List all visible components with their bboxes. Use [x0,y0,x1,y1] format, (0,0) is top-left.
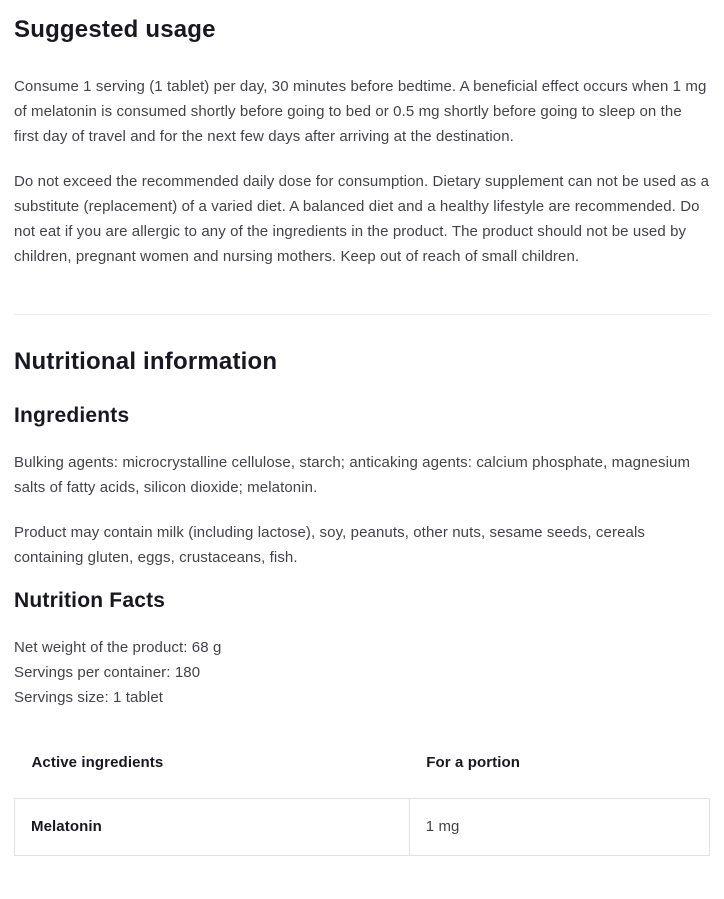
ingredients-paragraph-1: Bulking agents: microcrystalline cellulose, starch; anticaking agents: calcium phosphate, magnesium salts of fatty acids, silicon dioxide; melatonin. [14,454,691,496]
table-header-row [15,753,710,799]
suggested-usage-title: Suggested usage [14,16,216,43]
fact-servings-size: Servings size: 1 tablet [14,689,164,706]
fact-servings-per-container: Servings per container: 180 [14,664,201,681]
cell-ingredient-amount: 1 mg [409,799,709,856]
fact-net-weight: Net weight of the product: 68 g [14,639,222,656]
section-divider [14,314,710,315]
nutrition-facts-title: Nutrition Facts [14,589,166,612]
ingredients-paragraph-2: Product may contain milk (including lactose), soy, peanuts, other nuts, sesame seeds, cereals containing gluten, eggs, crustaceans, fish. [14,524,645,566]
usage-paragraph-1: Consume 1 serving (1 tablet) per day, 30 minutes before bedtime. A beneficial effect occurs when 1 mg of melatonin is consumed shortly before going to bed or 0.5 mg shortly before going to sleep on the first day of travel and for the next few days after arriving at the destination. [14,78,707,145]
active-ingredients-table [14,753,710,856]
nutritional-information-section [14,347,710,856]
table-header-for-a-portion: For a portion [426,754,521,771]
suggested-usage-section [14,0,710,269]
table-header-active-ingredients: Active ingredients [31,754,164,771]
ingredients-title: Ingredients [14,404,130,427]
cell-ingredient-name: Melatonin [15,799,410,856]
nutritional-information-title: Nutritional information [14,348,278,375]
table-row-melatonin [15,799,710,856]
nutrition-facts-list [14,635,710,710]
usage-paragraph-2: Do not exceed the recommended daily dose for consumption. Dietary supplement can not be used as a substitute (replacement) of a varied diet. A balanced diet and a healthy lifestyle are recommended. Do not eat if you are allergic to any of the ingredients in the product. The product should not be used by children, pregnant women and nursing mothers. Keep out of reach of small children. [14,173,710,265]
